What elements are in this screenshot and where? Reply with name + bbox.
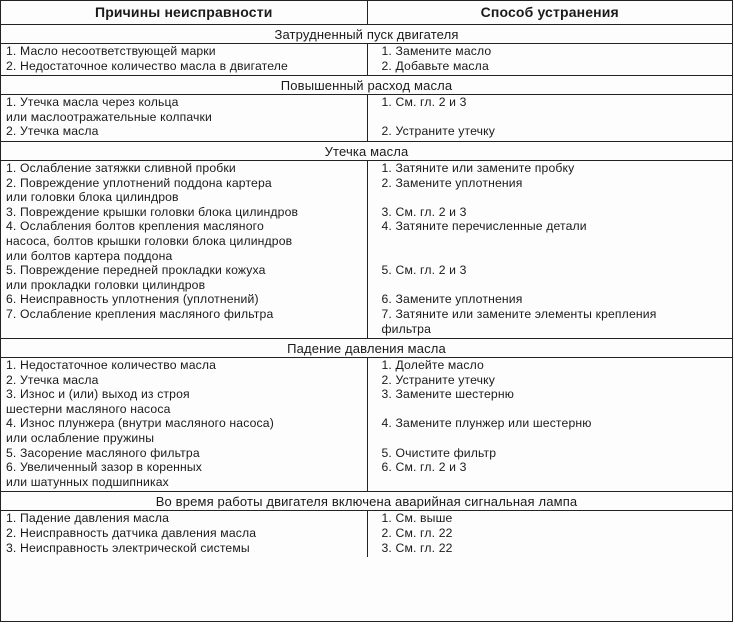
- table-row: [1, 59, 732, 76]
- remedy-cell: 1. См. гл. 2 и 3: [381, 95, 467, 110]
- section-row: [1, 492, 732, 511]
- table-row: [1, 176, 732, 205]
- table-row: [1, 95, 732, 125]
- remedy-cell: 5. Очистите фильтр: [381, 445, 497, 460]
- remedy-cell: 2. Устраните утечку: [381, 372, 496, 387]
- remedy-cell: 1. См. выше: [381, 511, 453, 526]
- remedy-cell: 7. Затяните или замените элементы крепления фильтра: [381, 306, 657, 336]
- table-row: [1, 460, 732, 492]
- section-title: Затрудненный пуск двигателя: [1, 25, 732, 44]
- section-title: Во время работы двигателя включена аварийная сигнальная лампа: [1, 492, 732, 511]
- cause-cell: 4. Ослабления болтов крепления масляного насоса, болтов крышки головки блока цилиндров или болтов картера поддона: [1, 219, 367, 263]
- section-title: Повышенный расход масла: [1, 76, 732, 95]
- table-row: [1, 44, 732, 59]
- table-row: [1, 263, 732, 292]
- remedy-cell: 2. Устраните утечку: [381, 124, 496, 139]
- remedy-cell: 1. Замените масло: [381, 44, 492, 58]
- remedy-cell: 5. См. гл. 2 и 3: [381, 263, 467, 278]
- header-causes: Причины неисправности: [1, 1, 367, 25]
- cause-cell: 1. Недостаточное количество масла: [1, 358, 367, 373]
- cause-cell: 6. Неисправность уплотнения (уплотнений): [1, 292, 367, 307]
- table-row: [1, 541, 732, 558]
- table-row: [1, 219, 732, 263]
- table-row: [1, 124, 732, 141]
- cause-cell: 2. Повреждение уплотнений поддона картера или головки блока цилиндров: [1, 176, 367, 205]
- cause-cell: 2. Недостаточное количество масла в двигателе: [1, 59, 367, 76]
- cause-cell: 2. Утечка масла: [1, 124, 367, 141]
- header-remedies: Способ устранения: [367, 1, 732, 25]
- cause-cell: 2. Утечка масла: [1, 373, 367, 388]
- cause-cell: 5. Повреждение передней прокладки кожуха или прокладки головки цилиндров: [1, 263, 367, 292]
- cause-cell: 3. Неисправность электрической системы: [1, 541, 367, 558]
- table-row: [1, 358, 732, 373]
- remedy-cell: 6. См. гл. 2 и 3: [381, 460, 467, 475]
- table-header-row: [1, 1, 732, 25]
- remedy-cell: 1. Затяните или замените пробку: [381, 160, 575, 175]
- remedy-cell: 2. Добавьте масла: [381, 58, 489, 73]
- remedy-cell: 3. См. гл. 2 и 3: [381, 204, 467, 219]
- cause-cell: 1. Падение давления масла: [1, 511, 367, 526]
- table-row: [1, 511, 732, 526]
- cause-cell: 5. Засорение масляного фильтра: [1, 446, 367, 461]
- cause-cell: 4. Износ плунжера (внутри масляного насоса) или ослабление пружины: [1, 416, 367, 445]
- remedy-cell: 1. Долейте масло: [381, 358, 484, 373]
- table-row: [1, 160, 732, 175]
- troubleshooting-table: [1, 1, 732, 557]
- table-row: [1, 446, 732, 461]
- table-row: [1, 526, 732, 541]
- remedy-cell: 3. Замените шестерню: [381, 387, 515, 402]
- cause-cell: 1. Ослабление затяжки сливной пробки: [1, 160, 367, 175]
- section-row: [1, 141, 732, 160]
- table-row: [1, 205, 732, 220]
- section-title: Утечка масла: [1, 141, 732, 160]
- table-row: [1, 373, 732, 388]
- remedy-cell: 4. Замените плунжер или шестерню: [381, 416, 592, 431]
- cause-cell: 6. Увеличенный зазор в коренных или шатунных подшипниках: [1, 460, 367, 492]
- table-row: [1, 307, 732, 339]
- remedy-cell: 3. См. гл. 22: [381, 540, 453, 555]
- cause-cell: 2. Неисправность датчика давления масла: [1, 526, 367, 541]
- cause-cell: 3. Повреждение крышки головки блока цилиндров: [1, 205, 367, 220]
- remedy-cell: 2. См. гл. 22: [381, 526, 453, 541]
- table-row: [1, 292, 732, 307]
- table-row: [1, 387, 732, 416]
- remedy-cell: 4. Затяните перечисленные детали: [381, 219, 587, 234]
- remedy-cell: 6. Замените уплотнения: [381, 292, 523, 307]
- section-title: Падение давления масла: [1, 339, 732, 358]
- cause-cell: 1. Утечка масла через кольца или маслоотражательные колпачки: [1, 95, 367, 125]
- cause-cell: 3. Износ и (или) выход из строя шестерни масляного насоса: [1, 387, 367, 416]
- table-row: [1, 416, 732, 445]
- section-row: [1, 76, 732, 95]
- remedy-cell: 2. Замените уплотнения: [381, 175, 523, 190]
- cause-cell: 7. Ослабление крепления масляного фильтра: [1, 307, 367, 339]
- section-row: [1, 339, 732, 358]
- table-body: [1, 25, 732, 558]
- cause-cell: 1. Масло несоответствующей марки: [1, 44, 367, 59]
- section-row: [1, 25, 732, 44]
